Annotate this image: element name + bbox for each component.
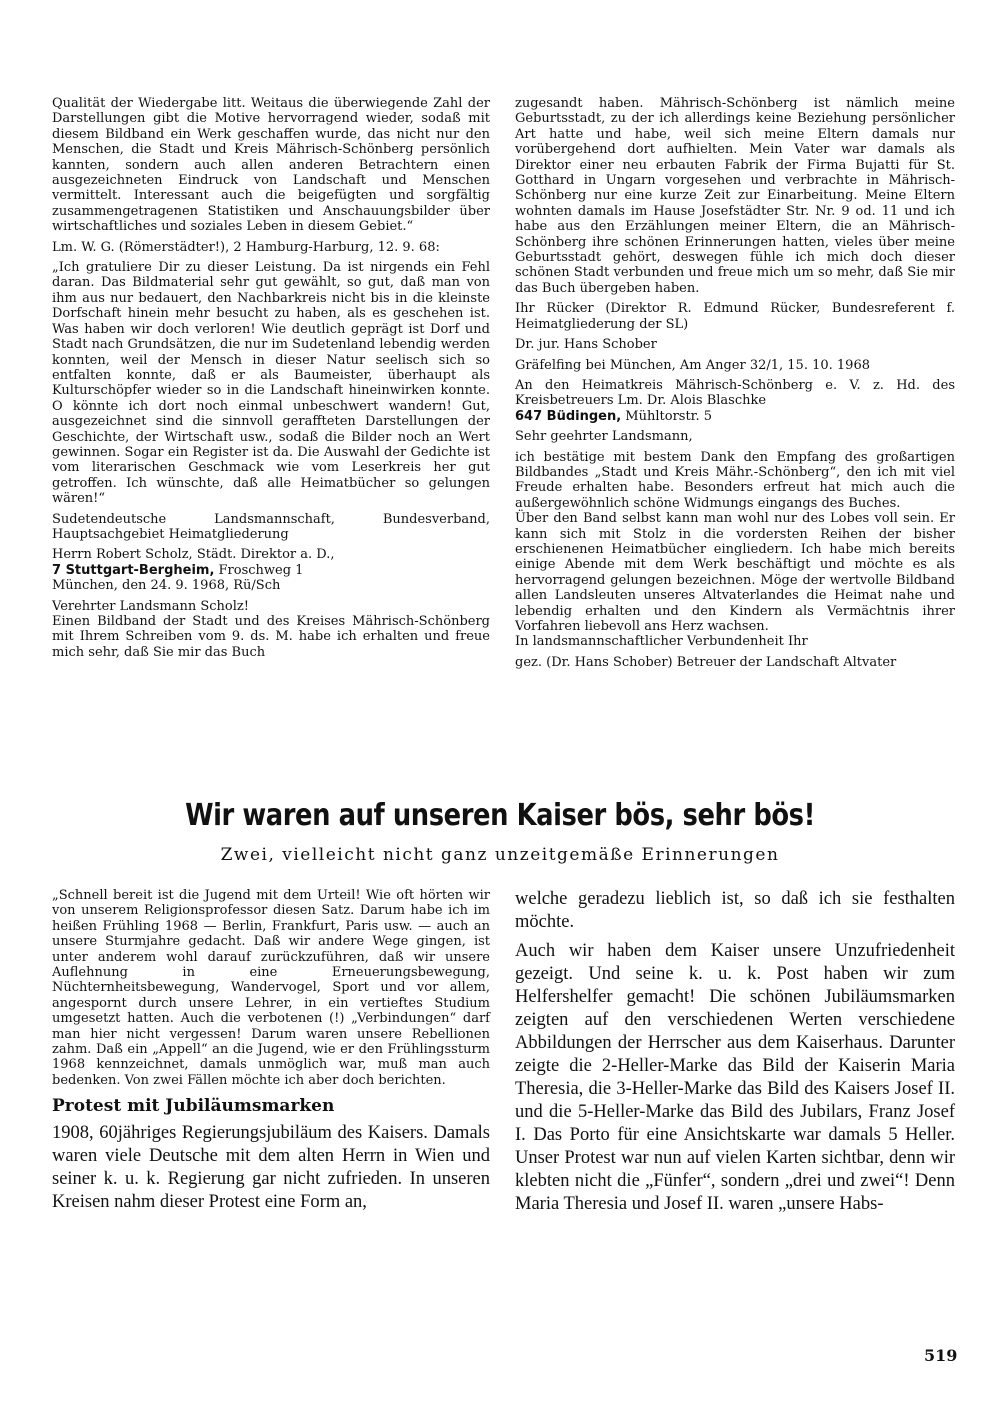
signature-line: gez. (Dr. Hans Schober) Betreuer der Landschaft Altvater [515,654,897,670]
paragraph: Über den Band selbst kann man wohl nur des Lobes voll sein. Er kann sich mit Stolz in die vordersten Reihen der bisher erschienenen Heimatbücher eingliedern. Ich habe mich bereits einige Abende mit dem Werk beschäftigt und möchte es als hervorragend gelungen bezeichnen. Möge der wertvolle Bildband allen Landsleuten unseres Altvaterlandes die Heimat nahe und lebendig erhalten und den Kindern als Vermächtnis ihrer Vorfahren liebevoll ans Herz wachsen. [515,511,955,634]
article-column-left [52,888,490,1220]
sender-line: Dr. jur. Hans Schober [515,337,657,353]
recipient-address [52,563,490,578]
signature-line: Ihr Rücker (Direktor R. Edmund Rücker, Bundesreferent f. Heimatgliederung der SL) [515,301,955,332]
article-column-right [515,888,955,1222]
date-line: München, den 24. 9. 1968, Rü/Sch [52,578,281,594]
sender-line: Lm. W. G. (Römerstädter!), 2 Hamburg-Harburg, 12. 9. 68: [52,239,440,255]
paragraph: Einen Bildband der Stadt und des Kreises Mährisch-Schönberg mit Ihrem Schreiben vom 9. ds. M. habe ich erhalten und freue mich sehr, daß Sie mir das Buch [52,614,490,660]
article-subheadline: Zwei, vielleicht nicht ganz unzeitgemäße Erinnerungen [220,845,780,865]
recipient-name: Herrn Robert Scholz, Städt. Direktor a. D., [52,547,335,563]
letters-column-left [52,96,490,665]
letters-column-right [515,96,955,675]
closing-line: In landsmannschaftlicher Verbundenheit Ihr [515,634,808,650]
address-city: 7 Stuttgart-Bergheim, [52,562,215,578]
body-paragraph: Auch wir haben dem Kaiser unsere Unzufriedenheit gezeigt. Und seine k. u. k. Post haben wir zum Helfershelfer gemacht! Die schönen Jubiläumsmarken zeigten auf den verschiedenen Werten verschiedene Abbildungen der Herrscher aus dem Kaiserhaus. Darunter zeigte die 2-Heller-Marke das Bild der Kaiserin Maria Theresia, die 3-Heller-Marke das Bild des Kaisers Josef II. und die 5-Heller-Marke das Bild des Jubilars, Franz Josef I. Das Porto für eine Ansichtskarte war damals 5 Heller. Unser Protest war nun auf vielen Karten sichtbar, denn wir klebten nicht die „Fünfer“, sondern „drei und zwei“! Denn Maria Theresia und Josef II. waren „unsere Habs- [515,941,955,1214]
paragraph: „Ich gratuliere Dir zu dieser Leistung. Da ist nirgends ein Fehl daran. Das Bildmaterial sehr gut gewählt, so gut, daß man von ihm aus nur bedauert, den Nachbarkreis nicht bis in die kleinste Dorfschaft hinein mehr besucht zu haben, als es geschehen ist. Was haben wir doch verloren! Wie deutlich geprägt ist Dorf und Stadt nach Grundsätzen, die nur im Sudetenland lebendig werden konnten, weil der Mensch in dieser Natur seelisch sich so entfalten konnte, daß er als Baumeister, überhaupt als Kulturschöpfer wieder so in die Landschaft hineinwirken konnte. O könnte ich dort noch einmal unbeschwert wandern! Gut, ausgezeichnet sind die sinnvoll geraffteten Darstellungen der Geschichte, der Wirtschaft usw., sodaß die Bilder noch an Wert gewinnen. Sogar ein Register ist da. Die Auswahl der Gedichte ist vom literarischen Geschmack wie vom Leserkreis her gut getroffen. Ich wünschte, daß alle Heimatbücher so gelungen wären!“ [52,260,490,507]
intro-block [52,888,490,1088]
section-heading: Protest mit Jubiläumsmarken [52,1096,335,1117]
address-street: Mühltorstr. 5 [621,408,713,424]
body-paragraph: 1908, 60jähriges Regierungsjubiläum des Kaisers. Damals waren viele Deutsche mit dem alten Herrn in Wien und seiner k. u. k. Regierung gar nicht zufrieden. In unseren Kreisen nahm dieser Protest eine Form an, [52,1123,490,1213]
page-number: 519 [924,1346,958,1365]
paragraph: ich bestätige mit bestem Dank den Empfang des großartigen Bildbandes „Stadt und Kreis Mähr.-Schönberg“, den ich mit viel Freude erhalten habe. Besonders erfreut hat mich auch die außergewöhnlich schöne Widmungs eingangs des Buches. [515,449,955,511]
salutation: Verehrter Landsmann Scholz! [52,598,249,614]
recipient-address [515,409,955,424]
paragraph: zugesandt haben. Mährisch-Schönberg ist nämlich meine Geburtsstadt, zu der ich allerdings keine Beziehung persönlicher Art hatte und habe, weil sich meine Eltern damals nur vorübergehend dort aufhielten. Mein Vater war damals als Direktor einer neu erbauten Fabrik der Firma Bujatti für St. Gotthard in Ungarn vorgesehen und verbrachte in Mährisch-Schönberg nur eine kurze Zeit zur Einarbeitung. Meine Eltern wohnten damals im Hause Josefstädter Str. Nr. 9 od. 11 und ich habe aus den Erzählungen meiner Eltern, die an Mährisch-Schönberg ihre schönen Erinnerungen hatten, vieles über meine Geburtsstadt gehört, deswegen fühle ich mich doch dieser schönen Stadt verbunden und freue mich um so mehr, daß Sie mir das Buch übergeben haben. [515,96,955,296]
sender-address: Gräfelfing bei München, Am Anger 32/1, 15. 10. 1968 [515,357,870,373]
salutation: Sehr geehrter Landsmann, [515,429,693,445]
recipient-line: An den Heimatkreis Mährisch-Schönberg e. V. z. Hd. des Kreisbetreuers Lm. Dr. Alois Blaschke [515,377,955,409]
address-street: Froschweg 1 [214,562,304,578]
address-city: 647 Büdingen, [515,408,622,424]
paragraph: Qualität der Wiedergabe litt. Weitaus die überwiegende Zahl der Darstellungen gibt die Motive hervorragend wieder, sodaß mit diesem Bildband ein Werk geschaffen wurde, das nicht nur den Menschen, die Stadt und Kreis Mährisch-Schönberg persönlich kannten, sondern auch allen anderen Betrachtern einen ausgezeichneten Eindruck von Landschaft und Menschen vermittelt. Interessant auch die beigefügten und sorgfältig zusammengetragenen Statistiken und Anschauungsbilder über wirtschaftliches und soziales Leben in diesem Gebiet.“ [52,96,490,235]
intro-paragraph: „Schnell bereit ist die Jugend mit dem Urteil! Wie oft hörten wir von unserem Religionsprofessor diesen Satz. Darum habe ich im heißen Frühling 1968 — Berlin, Frankfurt, Paris usw. — auch an unsere Sturmjahre gedacht. Daß wir andere Wege gingen, ist unter anderem wohl darauf zurückzuführen, daß wir unsere Auflehnung in eine Erneuerungsbewegung, Nüchternheitsbewegung, Wandervogel, Sport und vor allem, angespornt durch unsere Lehrer, in ein vertieftes Studium umgesetzt hatten. Auch die verbotenen (!) „Verbindungen“ darf man hier nicht vergessen! Darum waren unsere Rebellionen zahm. Daß ein „Appell“ an die Jugend, wie er den Frühlingssturm 1968 kennzeichnet, damals unmöglich war, muß man auch bedenken. Von zwei Fällen möchte ich aber doch berichten. [52,888,490,1088]
recipient-line [52,547,490,562]
body-block [52,1122,490,1214]
body-paragraph: welche geradezu lieblich ist, so daß ich sie festhalten möchte. [515,889,955,932]
sender-line: Sudetendeutsche Landsmannschaft, Bundesverband, Hauptsachgebiet Heimatgliederung [52,511,490,542]
article-headline: Wir waren auf unseren Kaiser bös, sehr bös! [185,798,815,833]
